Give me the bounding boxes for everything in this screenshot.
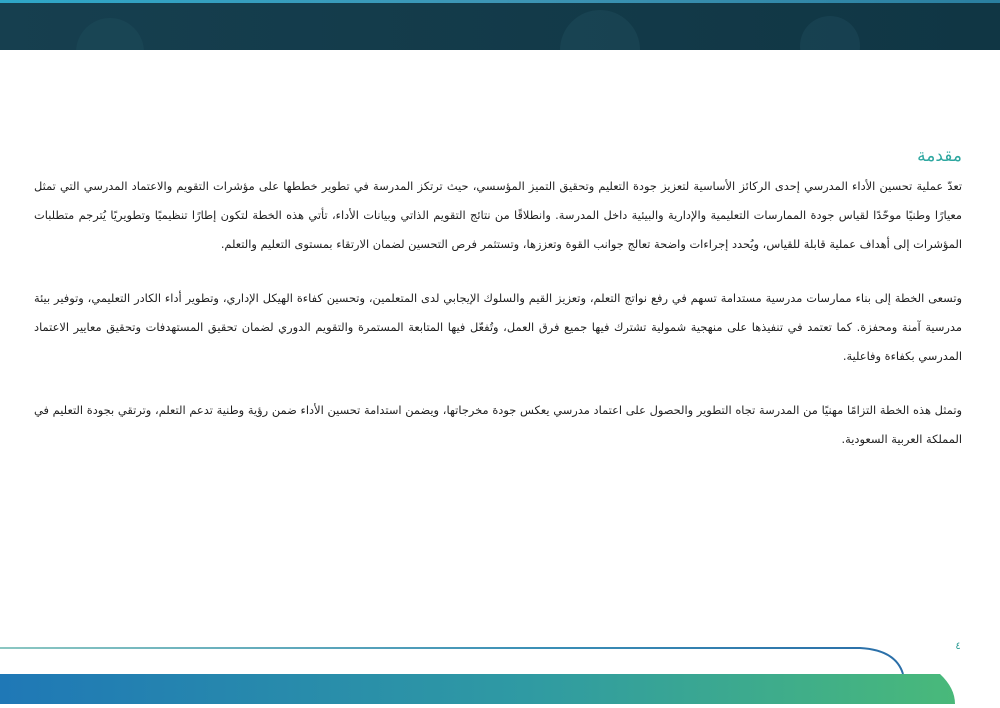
paragraph-1: تعدّ عملية تحسين الأداء المدرسي إحدى الركائز الأساسية لتعزيز جودة التعليم وتحقيق التميز المؤسسي، حيث ترتكز المدرسة في تطوير خططها على مؤشرات التقويم والاعتماد المدرسي التي تمثل معيارًا وطنيًا موحّدًا لقياس جودة الممارسات التعليمية والإدارية والبيئية داخل المدرسة. وانطلاقًا من نتائج التقويم الذاتي وبيانات الأداء، تأتي هذه الخطة لتكون إطارًا تنظيميًا وتطويريًا يُترجم متطلبات المؤشرات إلى أهداف عملية قابلة للقياس، ويُحدد إجراءات واضحة تعالج جوانب القوة وتعززها، وتستثمر فرص التحسين لضمان الارتقاء بمستوى التعليم والتعلم. (34, 179, 962, 251)
paragraph-2: وتسعى الخطة إلى بناء ممارسات مدرسية مستدامة تسهم في رفع نواتج التعلم، وتعزيز القيم والسلوك الإيجابي لدى المتعلمين، وتحسين كفاءة الهيكل الإداري، وتطوير أداء الكادر التعليمي، وتوفير بيئة مدرسية آمنة ومحفزة. كما تعتمد في تنفيذها على منهجية شمولية تشترك فيها جميع فرق العمل، وتُفعّل فيها المتابعة المستمرة والتقويم الدوري لضمان تحقيق المستهدفات وتحقيق معايير الاعتماد المدرسي بكفاءة وفاعلية. (34, 291, 962, 363)
section-title: مقدمة (917, 146, 962, 166)
intro-section (34, 142, 962, 479)
header-band (0, 0, 1000, 50)
header-band-graphic (0, 0, 1000, 50)
page-number: ٤ (955, 641, 961, 652)
paragraph-3: وتمثل هذه الخطة التزامًا مهنيًا من المدرسة تجاه التطوير والحصول على اعتماد مدرسي يعكس جودة مخرجاتها، ويضمن استدامة تحسين الأداء ضمن رؤية وطنية تدعم التعلم، وترتقي بجودة التعليم في المملكة العربية السعودية. (34, 403, 962, 446)
footer-decoration (0, 640, 1000, 704)
footer-wave-graphic (0, 640, 1000, 704)
